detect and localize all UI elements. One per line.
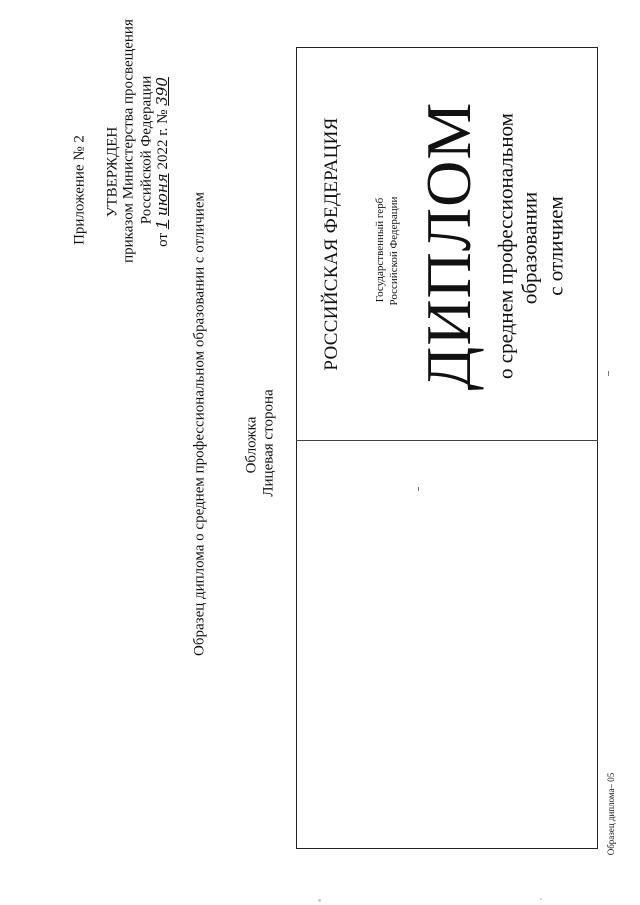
document-title: Образец диплома о среднем профессиональном образовании с отличием xyxy=(191,192,208,656)
cover-country: РОССИЙСКАЯ ФЕДЕРАЦИЯ xyxy=(321,117,342,371)
date-number: 390 xyxy=(153,77,171,106)
emblem-placeholder-line2: Российской Федерации xyxy=(388,196,400,306)
approval-date-line xyxy=(154,77,172,247)
cover-label: Обложка xyxy=(243,416,260,474)
cover-fold-line xyxy=(296,440,598,441)
date-month: июня xyxy=(153,173,171,216)
cover-subtitle-line3: с отличием xyxy=(543,196,568,296)
cover-subtitle-line1: о среднем профессиональном xyxy=(493,113,518,379)
scan-speck xyxy=(540,898,542,900)
country-line: Российской Федерации xyxy=(138,75,155,225)
scan-speck xyxy=(318,899,321,902)
footer-code: Образец диплома– 05 xyxy=(606,772,616,856)
emblem-placeholder-line1: Государственный герб xyxy=(374,197,386,303)
date-prefix: от xyxy=(155,233,171,247)
cover-side-label: Лицевая сторона xyxy=(260,389,277,497)
scan-mark xyxy=(418,487,419,491)
appendix-number: Приложение № 2 xyxy=(71,135,88,245)
approved-label: УТВЕРЖДЕН xyxy=(104,126,121,218)
cover-diploma-word: ДИПЛОМ xyxy=(413,101,484,391)
cover-subtitle-line2: образовании xyxy=(517,191,542,305)
date-day: 1 xyxy=(153,219,171,230)
order-line: приказом Министерства просвещения xyxy=(120,19,137,263)
date-year: 2022 г. № xyxy=(155,109,171,170)
scan-mark xyxy=(608,371,609,376)
